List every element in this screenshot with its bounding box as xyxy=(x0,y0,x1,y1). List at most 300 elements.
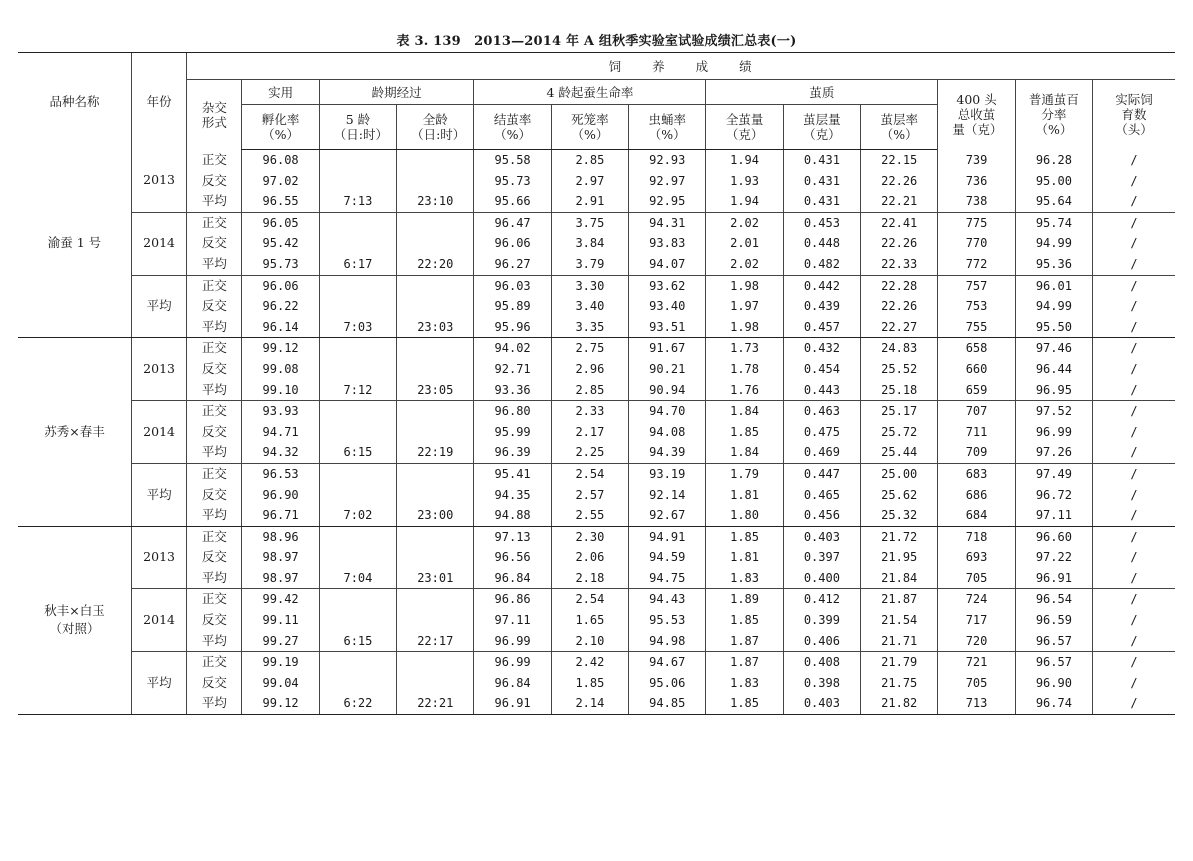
table-row xyxy=(18,296,1175,317)
header-actual-larvae: 实际饲育数（头） xyxy=(1093,80,1175,150)
data-cell: 93.36 xyxy=(474,380,551,401)
data-cell: 0.399 xyxy=(783,610,860,631)
data-cell: 1.85 xyxy=(706,526,783,547)
data-cell xyxy=(397,652,474,673)
data-cell: 721 xyxy=(938,652,1015,673)
data-cell xyxy=(397,589,474,610)
data-cell: / xyxy=(1093,275,1175,296)
data-cell: / xyxy=(1093,422,1175,443)
cross-type-cell: 平均 xyxy=(187,442,242,463)
data-cell: 1.85 xyxy=(706,693,783,714)
data-cell: / xyxy=(1093,693,1175,714)
data-cell: 2.85 xyxy=(551,150,628,171)
data-cell: 709 xyxy=(938,442,1015,463)
data-cell: 98.97 xyxy=(242,547,319,568)
cross-type-cell: 反交 xyxy=(187,296,242,317)
data-cell: 21.87 xyxy=(861,589,938,610)
data-cell xyxy=(397,296,474,317)
data-cell: / xyxy=(1093,610,1175,631)
data-cell: 95.36 xyxy=(1015,254,1092,275)
table-row xyxy=(18,191,1175,212)
data-cell: 0.475 xyxy=(783,422,860,443)
data-cell: 705 xyxy=(938,568,1015,589)
table-row xyxy=(18,212,1175,233)
year-cell: 2014 xyxy=(131,401,186,464)
data-cell: 94.43 xyxy=(629,589,706,610)
data-cell: / xyxy=(1093,338,1175,359)
data-cell xyxy=(319,422,396,443)
data-cell: 3.40 xyxy=(551,296,628,317)
data-cell: 22.27 xyxy=(861,317,938,338)
cross-type-cell: 正交 xyxy=(187,589,242,610)
data-cell: 96.39 xyxy=(474,442,551,463)
header-variety: 品种名称 xyxy=(18,53,131,150)
data-cell: 94.88 xyxy=(474,505,551,526)
data-cell: 96.44 xyxy=(1015,359,1092,380)
data-cell: 1.76 xyxy=(706,380,783,401)
data-cell: 2.97 xyxy=(551,171,628,192)
data-cell xyxy=(397,150,474,171)
data-cell: 99.10 xyxy=(242,380,319,401)
header-cocoon-quality: 茧质 xyxy=(706,80,938,105)
table-row xyxy=(18,673,1175,694)
data-cell: 96.55 xyxy=(242,191,319,212)
data-cell xyxy=(397,485,474,506)
data-cell: 724 xyxy=(938,589,1015,610)
data-cell: 2.96 xyxy=(551,359,628,380)
data-cell: / xyxy=(1093,485,1175,506)
data-cell xyxy=(397,463,474,484)
data-cell: 96.84 xyxy=(474,568,551,589)
data-cell: 1.65 xyxy=(551,610,628,631)
year-cell: 平均 xyxy=(131,463,186,526)
data-cell: 0.439 xyxy=(783,296,860,317)
data-cell: 0.432 xyxy=(783,338,860,359)
data-cell: 0.454 xyxy=(783,359,860,380)
data-cell: 95.74 xyxy=(1015,212,1092,233)
cross-type-cell: 反交 xyxy=(187,547,242,568)
data-cell: 94.75 xyxy=(629,568,706,589)
data-cell: 94.91 xyxy=(629,526,706,547)
data-cell: 2.57 xyxy=(551,485,628,506)
data-cell: 2.33 xyxy=(551,401,628,422)
data-cell: 0.463 xyxy=(783,401,860,422)
data-cell xyxy=(397,610,474,631)
data-cell: 99.19 xyxy=(242,652,319,673)
data-cell: 96.99 xyxy=(474,652,551,673)
data-cell: 659 xyxy=(938,380,1015,401)
data-cell: 96.06 xyxy=(242,275,319,296)
data-cell: 96.60 xyxy=(1015,526,1092,547)
data-cell: 775 xyxy=(938,212,1015,233)
data-cell: 720 xyxy=(938,631,1015,652)
data-cell: 96.06 xyxy=(474,233,551,254)
data-cell: 22.33 xyxy=(861,254,938,275)
year-cell: 2013 xyxy=(131,150,186,213)
data-cell: 738 xyxy=(938,191,1015,212)
table-row xyxy=(18,463,1175,484)
data-cell: 96.14 xyxy=(242,317,319,338)
data-cell: 94.08 xyxy=(629,422,706,443)
data-cell: 0.398 xyxy=(783,673,860,694)
data-cell: 0.412 xyxy=(783,589,860,610)
data-cell xyxy=(397,359,474,380)
data-cell: 98.96 xyxy=(242,526,319,547)
data-cell: 91.67 xyxy=(629,338,706,359)
data-cell xyxy=(319,463,396,484)
year-cell: 2014 xyxy=(131,589,186,652)
data-cell: 6:17 xyxy=(319,254,396,275)
data-cell: 22.41 xyxy=(861,212,938,233)
data-cell xyxy=(397,526,474,547)
data-cell xyxy=(319,296,396,317)
cross-type-cell: 正交 xyxy=(187,652,242,673)
data-cell: 1.79 xyxy=(706,463,783,484)
data-cell: 96.90 xyxy=(242,485,319,506)
data-cell: 96.27 xyxy=(474,254,551,275)
data-cell: / xyxy=(1093,463,1175,484)
cross-type-cell: 正交 xyxy=(187,463,242,484)
data-cell: 1.93 xyxy=(706,171,783,192)
data-cell: 93.62 xyxy=(629,275,706,296)
data-cell: 99.04 xyxy=(242,673,319,694)
table-row xyxy=(18,359,1175,380)
data-cell: / xyxy=(1093,317,1175,338)
cross-type-cell: 反交 xyxy=(187,171,242,192)
data-cell: 94.35 xyxy=(474,485,551,506)
data-cell xyxy=(397,547,474,568)
data-cell: 21.75 xyxy=(861,673,938,694)
data-cell: 2.06 xyxy=(551,547,628,568)
data-cell: 693 xyxy=(938,547,1015,568)
data-cell: / xyxy=(1093,652,1175,673)
variety-label: 渝蚕 1 号 xyxy=(47,235,102,251)
data-cell: / xyxy=(1093,505,1175,526)
data-cell: 2.14 xyxy=(551,693,628,714)
data-cell: 94.59 xyxy=(629,547,706,568)
data-cell: 0.408 xyxy=(783,652,860,673)
data-cell: 1.89 xyxy=(706,589,783,610)
data-cell: 21.95 xyxy=(861,547,938,568)
data-cell: 95.58 xyxy=(474,150,551,171)
data-cell: 95.06 xyxy=(629,673,706,694)
data-cell: 772 xyxy=(938,254,1015,275)
header-fifth-instar: 5 龄（日:时） xyxy=(319,105,396,150)
header-pupation-rate: 虫蛹率（%） xyxy=(629,105,706,150)
data-cell: 757 xyxy=(938,275,1015,296)
cross-type-cell: 反交 xyxy=(187,610,242,631)
data-cell xyxy=(319,673,396,694)
data-cell: 717 xyxy=(938,610,1015,631)
data-cell: 95.42 xyxy=(242,233,319,254)
cross-type-cell: 正交 xyxy=(187,401,242,422)
data-cell: / xyxy=(1093,359,1175,380)
data-cell xyxy=(397,338,474,359)
header-dead-cage-rate: 死笼率（%） xyxy=(551,105,628,150)
data-cell: 755 xyxy=(938,317,1015,338)
data-cell: 658 xyxy=(938,338,1015,359)
data-cell: 2.02 xyxy=(706,254,783,275)
data-cell: 1.94 xyxy=(706,191,783,212)
data-cell: 93.93 xyxy=(242,401,319,422)
data-cell xyxy=(397,233,474,254)
data-cell: 95.89 xyxy=(474,296,551,317)
data-cell: 97.11 xyxy=(1015,505,1092,526)
variety-name xyxy=(18,338,131,526)
data-cell: / xyxy=(1093,171,1175,192)
data-cell: 2.85 xyxy=(551,380,628,401)
data-cell: 0.453 xyxy=(783,212,860,233)
data-cell xyxy=(319,150,396,171)
data-cell: 92.97 xyxy=(629,171,706,192)
header-shell-weight: 茧层量（克） xyxy=(783,105,860,150)
data-cell: 25.00 xyxy=(861,463,938,484)
data-cell: 2.91 xyxy=(551,191,628,212)
data-cell: 23:05 xyxy=(397,380,474,401)
data-cell: 3.79 xyxy=(551,254,628,275)
data-cell: 97.11 xyxy=(474,610,551,631)
data-cell: / xyxy=(1093,380,1175,401)
data-cell: 99.12 xyxy=(242,693,319,714)
data-cell: 94.85 xyxy=(629,693,706,714)
table-caption: 表 3. 139 2013—2014 年 A 组秋季实验室试验成绩汇总表(一) xyxy=(396,34,797,49)
data-cell xyxy=(319,233,396,254)
data-cell: 0.403 xyxy=(783,693,860,714)
data-cell: / xyxy=(1093,673,1175,694)
data-cell xyxy=(319,589,396,610)
data-cell: 94.39 xyxy=(629,442,706,463)
data-cell: / xyxy=(1093,296,1175,317)
data-cell: 1.83 xyxy=(706,568,783,589)
data-cell: 95.00 xyxy=(1015,171,1092,192)
cross-type-cell: 平均 xyxy=(187,380,242,401)
data-cell: 684 xyxy=(938,505,1015,526)
data-cell: / xyxy=(1093,212,1175,233)
data-cell: 7:13 xyxy=(319,191,396,212)
table-row xyxy=(18,693,1175,714)
cross-type-cell: 反交 xyxy=(187,485,242,506)
cross-type-cell: 平均 xyxy=(187,317,242,338)
data-cell xyxy=(319,526,396,547)
table-row xyxy=(18,254,1175,275)
table-row xyxy=(18,317,1175,338)
data-cell: 770 xyxy=(938,233,1015,254)
header-cross-type: 杂交形式 xyxy=(187,80,242,150)
table-row xyxy=(18,442,1175,463)
table-row xyxy=(18,505,1175,526)
data-cell xyxy=(319,275,396,296)
data-cell: 1.80 xyxy=(706,505,783,526)
data-cell: 1.87 xyxy=(706,631,783,652)
data-cell: 1.97 xyxy=(706,296,783,317)
data-cell: 25.18 xyxy=(861,380,938,401)
data-cell: 0.447 xyxy=(783,463,860,484)
data-cell: / xyxy=(1093,631,1175,652)
data-cell: 0.403 xyxy=(783,526,860,547)
table-row xyxy=(18,589,1175,610)
data-cell: 96.05 xyxy=(242,212,319,233)
data-cell: 686 xyxy=(938,485,1015,506)
data-cell: / xyxy=(1093,547,1175,568)
data-cell: / xyxy=(1093,568,1175,589)
data-cell: 99.11 xyxy=(242,610,319,631)
data-cell: 21.54 xyxy=(861,610,938,631)
year-cell: 2014 xyxy=(131,212,186,275)
cross-type-cell: 平均 xyxy=(187,191,242,212)
header-rearing: 饲 养 成 绩 xyxy=(187,53,1175,80)
data-cell: 92.67 xyxy=(629,505,706,526)
data-cell: 96.91 xyxy=(1015,568,1092,589)
variety-note: （对照） xyxy=(49,621,100,637)
table-row xyxy=(18,338,1175,359)
data-cell: 99.12 xyxy=(242,338,319,359)
data-cell: / xyxy=(1093,401,1175,422)
data-cell: 739 xyxy=(938,150,1015,171)
cross-type-cell: 平均 xyxy=(187,254,242,275)
data-cell: 96.72 xyxy=(1015,485,1092,506)
header-survival: 4 龄起蚕生命率 xyxy=(474,80,706,105)
cross-type-cell: 平均 xyxy=(187,693,242,714)
variety-name xyxy=(18,150,131,338)
data-cell: 95.50 xyxy=(1015,317,1092,338)
data-cell: 96.84 xyxy=(474,673,551,694)
data-cell: 2.54 xyxy=(551,589,628,610)
data-cell: 93.40 xyxy=(629,296,706,317)
data-cell: 0.431 xyxy=(783,191,860,212)
data-cell: 96.99 xyxy=(1015,422,1092,443)
data-cell: 1.85 xyxy=(706,610,783,631)
cross-type-cell: 正交 xyxy=(187,526,242,547)
data-cell: 95.96 xyxy=(474,317,551,338)
data-cell: 97.26 xyxy=(1015,442,1092,463)
data-cell: 95.73 xyxy=(242,254,319,275)
data-cell: 94.31 xyxy=(629,212,706,233)
table-row xyxy=(18,401,1175,422)
data-cell: 96.54 xyxy=(1015,589,1092,610)
data-cell: 3.75 xyxy=(551,212,628,233)
data-cell: 93.83 xyxy=(629,233,706,254)
data-cell: 95.99 xyxy=(474,422,551,443)
data-cell: 96.57 xyxy=(1015,652,1092,673)
data-cell xyxy=(319,401,396,422)
data-cell: 25.72 xyxy=(861,422,938,443)
data-cell: 2.54 xyxy=(551,463,628,484)
year-cell: 平均 xyxy=(131,275,186,338)
data-cell xyxy=(319,171,396,192)
data-cell: 92.14 xyxy=(629,485,706,506)
data-cell: 25.32 xyxy=(861,505,938,526)
header-normal-cocoon: 普通茧百分率（%） xyxy=(1015,80,1092,150)
data-cell: 718 xyxy=(938,526,1015,547)
year-cell: 平均 xyxy=(131,652,186,715)
data-cell: 24.83 xyxy=(861,338,938,359)
data-cell: 0.431 xyxy=(783,150,860,171)
data-cell: 90.94 xyxy=(629,380,706,401)
data-cell: 0.443 xyxy=(783,380,860,401)
data-cell: 93.19 xyxy=(629,463,706,484)
cross-type-cell: 反交 xyxy=(187,673,242,694)
variety-name xyxy=(18,526,131,714)
variety-label: 苏秀×春丰 xyxy=(44,424,105,440)
data-cell: 92.93 xyxy=(629,150,706,171)
data-cell: 23:03 xyxy=(397,317,474,338)
data-cell: 22.21 xyxy=(861,191,938,212)
table-header xyxy=(18,53,1175,150)
data-cell: 96.03 xyxy=(474,275,551,296)
year-cell: 2013 xyxy=(131,526,186,589)
data-cell: / xyxy=(1093,191,1175,212)
data-cell xyxy=(319,610,396,631)
data-cell xyxy=(319,652,396,673)
data-cell: / xyxy=(1093,233,1175,254)
table-row xyxy=(18,547,1175,568)
table-row xyxy=(18,485,1175,506)
table-row xyxy=(18,150,1175,171)
header-cocooning-rate: 结茧率（%） xyxy=(474,105,551,150)
header-shell-rate: 茧层率（%） xyxy=(861,105,938,150)
data-cell: 94.70 xyxy=(629,401,706,422)
data-cell: 97.52 xyxy=(1015,401,1092,422)
data-cell: 3.84 xyxy=(551,233,628,254)
data-cell: 21.79 xyxy=(861,652,938,673)
table-row xyxy=(18,275,1175,296)
data-cell: 21.84 xyxy=(861,568,938,589)
data-cell: 22.26 xyxy=(861,171,938,192)
data-cell: 2.02 xyxy=(706,212,783,233)
data-cell: 23:01 xyxy=(397,568,474,589)
cross-type-cell: 平均 xyxy=(187,505,242,526)
data-cell: 7:02 xyxy=(319,505,396,526)
data-cell: 6:15 xyxy=(319,442,396,463)
data-cell: 0.457 xyxy=(783,317,860,338)
data-cell: 22:20 xyxy=(397,254,474,275)
data-cell: 2.42 xyxy=(551,652,628,673)
data-cell: 99.27 xyxy=(242,631,319,652)
data-cell: 95.64 xyxy=(1015,191,1092,212)
cross-type-cell: 正交 xyxy=(187,338,242,359)
header-total-yield: 400 头总收茧量（克） xyxy=(938,80,1015,150)
data-cell xyxy=(319,359,396,380)
data-cell: 660 xyxy=(938,359,1015,380)
header-instar: 龄期经过 xyxy=(319,80,474,105)
data-cell: 1.85 xyxy=(706,422,783,443)
data-cell: 2.10 xyxy=(551,631,628,652)
data-cell: 94.07 xyxy=(629,254,706,275)
data-cell: 22.26 xyxy=(861,296,938,317)
year-cell: 2013 xyxy=(131,338,186,401)
data-cell: 1.81 xyxy=(706,547,783,568)
table-row xyxy=(18,610,1175,631)
cross-type-cell: 正交 xyxy=(187,275,242,296)
table-row xyxy=(18,526,1175,547)
table-row xyxy=(18,652,1175,673)
data-cell: 22.26 xyxy=(861,233,938,254)
data-cell: 96.47 xyxy=(474,212,551,233)
data-cell: 25.17 xyxy=(861,401,938,422)
data-cell: 25.62 xyxy=(861,485,938,506)
data-cell xyxy=(397,171,474,192)
data-cell: 96.28 xyxy=(1015,150,1092,171)
data-cell: 0.397 xyxy=(783,547,860,568)
data-cell: 2.75 xyxy=(551,338,628,359)
header-practical: 实用 xyxy=(242,80,319,105)
data-cell: 21.71 xyxy=(861,631,938,652)
data-cell: 95.73 xyxy=(474,171,551,192)
data-cell: 98.97 xyxy=(242,568,319,589)
data-cell: 22:17 xyxy=(397,631,474,652)
cross-type-cell: 反交 xyxy=(187,422,242,443)
data-cell: 0.465 xyxy=(783,485,860,506)
